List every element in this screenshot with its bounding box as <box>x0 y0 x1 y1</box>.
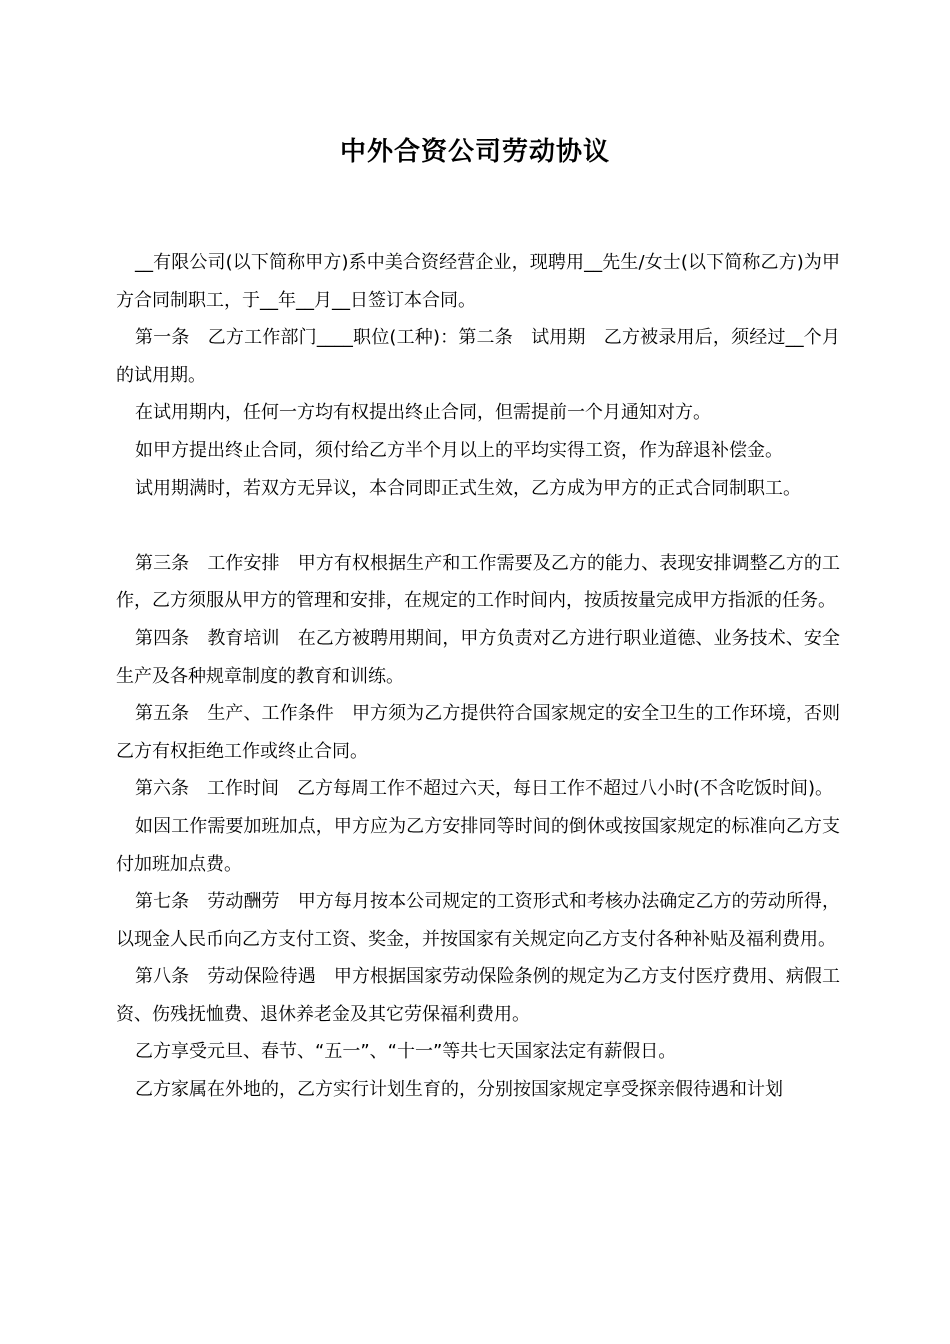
paragraph-probation-end: 试用期满时，若双方无异议，本合同即正式生效，乙方成为甲方的正式合同制职工。 <box>135 477 801 499</box>
paragraph-overtime: 如因工作需要加班加点，甲方应为乙方安排同等时间的倒休或按国家规定的标准向乙方支付加班加点费。 <box>116 815 840 875</box>
paragraph-holidays: 乙方享受元旦、春节、“五一”、“十一”等共七天国家法定有薪假日。 <box>135 1041 677 1063</box>
paragraph-family-leave: 乙方家属在外地的，乙方实行计划生育的，分别按国家规定享受探亲假待遇和计划 <box>135 1079 783 1101</box>
document-body <box>116 244 840 1109</box>
paragraph-article-7: 第七条 劳动酬劳 甲方每月按本公司规定的工资形式和考核办法确定乙方的劳动所得，以现金人民币向乙方支付工资、奖金，并按国家有关规定向乙方支付各种补贴及福利费用。 <box>116 891 840 950</box>
document-title: 中外合资公司劳动协议 <box>339 137 610 167</box>
paragraph-article-5: 第五条 生产、工作条件 甲方须为乙方提供符合国家规定的安全卫生的工作环境，否则乙方有权拒绝工作或终止合同。 <box>116 703 840 762</box>
paragraph-article-8: 第八条 劳动保险待遇 甲方根据国家劳动保险条例的规定为乙方支付医疗费用、病假工资、伤残抚恤费、退休养老金及其它劳保福利费用。 <box>116 966 840 1025</box>
paragraph-article-3: 第三条 工作安排 甲方有权根据生产和工作需要及乙方的能力、表现安排调整乙方的工作，乙方须服从甲方的管理和安排，在规定的工作时间内，按质按量完成甲方指派的任务。 <box>116 552 840 612</box>
paragraph-article-1-2: 第一条 乙方工作部门____职位(工种)：第二条 试用期 乙方被录用后，须经过__个月的试用期。 <box>116 327 840 386</box>
paragraph-article-6: 第六条 工作时间 乙方每周工作不超过六天，每日工作不超过八小时(不含吃饭时间)。 <box>135 778 834 800</box>
paragraph-probation-termination: 在试用期内，任何一方均有权提出终止合同，但需提前一个月通知对方。 <box>135 402 711 424</box>
paragraph-article-4: 第四条 教育培训 在乙方被聘用期间，甲方负责对乙方进行职业道德、业务技术、安全生产及各种规章制度的教育和训练。 <box>116 627 840 687</box>
paragraph-preamble: __有限公司(以下简称甲方)系中美合资经营企业，现聘用__先生/女士(以下简称乙方)为甲方合同制职工，于__年__月__日签订本合同。 <box>116 252 840 311</box>
paragraph-dismissal-compensation: 如甲方提出终止合同，须付给乙方半个月以上的平均实得工资，作为辞退补偿金。 <box>135 439 783 461</box>
